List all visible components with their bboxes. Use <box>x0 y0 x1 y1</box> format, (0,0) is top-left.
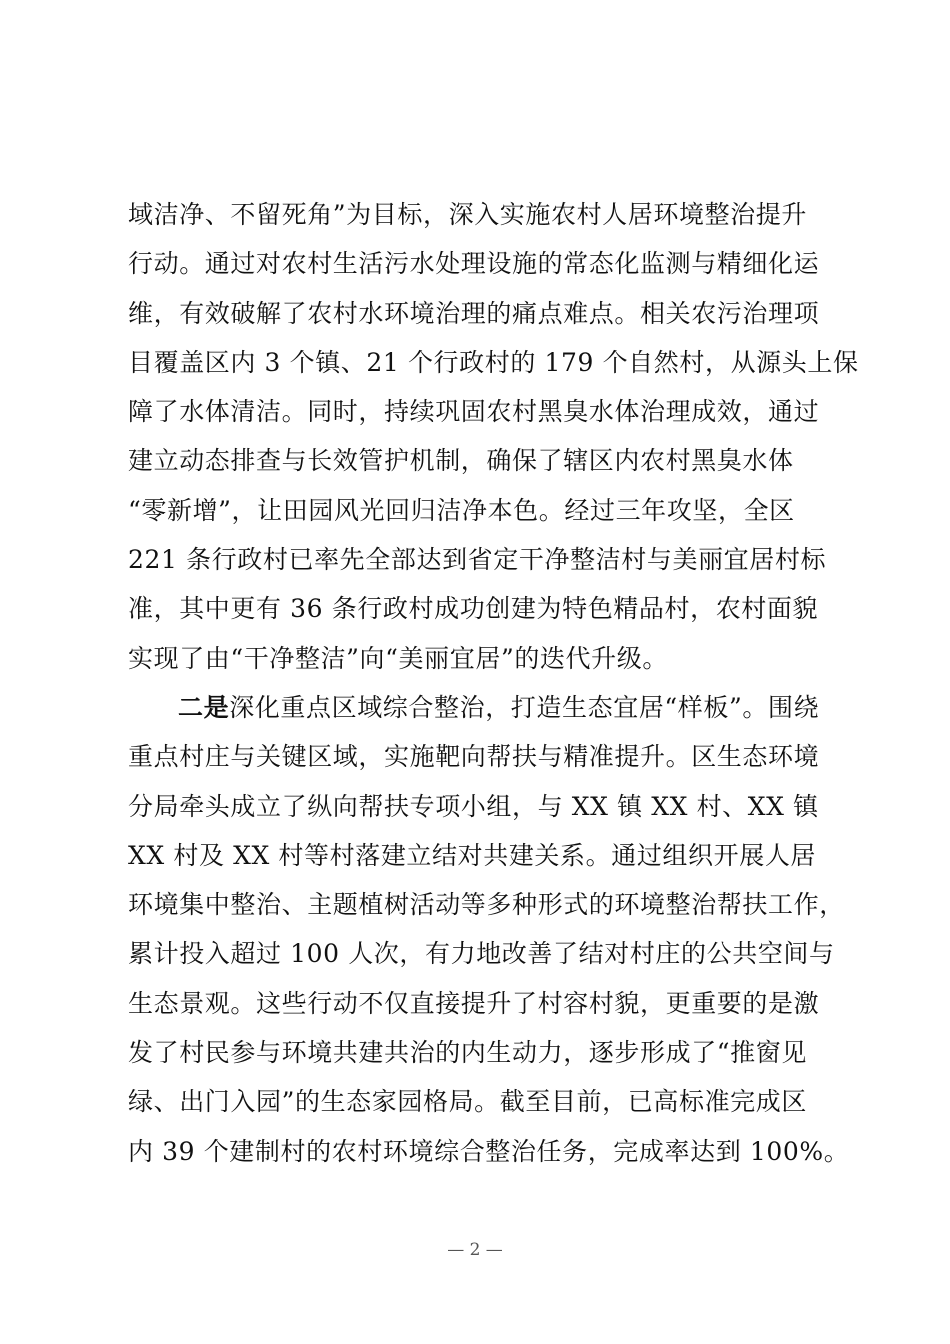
paragraph-lead-rest: 深化重点区域综合整治，打造生态宜居“样板”。围绕 <box>229 692 820 722</box>
text-line: “零新增”，让田园风光回归洁净本色。经过三年攻坚，全区 <box>128 495 795 525</box>
text-line: 发了村民参与环境共建共治的内生动力，逐步形成了“推窗见 <box>128 1038 807 1068</box>
paragraph-lead-bold: 二是 <box>178 692 230 722</box>
text-line: 障了水体清洁。同时，持续巩固农村黑臭水体治理成效，通过 <box>128 397 820 427</box>
text-line: 生态景观。这些行动不仅直接提升了村容村貌，更重要的是激 <box>128 988 820 1018</box>
text-line: 行动。通过对农村生活污水处理设施的常态化监测与精细化运 <box>128 249 820 279</box>
text-line: 分局牵头成立了纵向帮扶专项小组，与 XX 镇 XX 村、XX 镇 <box>128 791 819 821</box>
text-line: 维，有效破解了农村水环境治理的痛点难点。相关农污治理项 <box>128 298 820 328</box>
text-line: 重点村庄与关键区域，实施靶向帮扶与精准提升。区生态环境 <box>128 742 820 772</box>
text-line: 目覆盖区内 3 个镇、21 个行政村的 179 个自然村，从源头上保 <box>128 347 859 377</box>
text-line: 域洁净、不留死角”为目标，深入实施农村人居环境整治提升 <box>128 200 807 229</box>
text-line: 内 39 个建制村的农村环境综合整治任务，完成率达到 100%。 <box>128 1136 850 1166</box>
text-line: 实现了由“干净整洁”向“美丽宜居”的迭代升级。 <box>128 643 668 673</box>
text-line: 累计投入超过 100 人次，有力地改善了结对村庄的公共空间与 <box>128 939 835 969</box>
text-line: 221 条行政村已率先全部达到省定干净整洁村与美丽宜居村标 <box>128 545 827 575</box>
text-line: 绿、出门入园”的生态家园格局。截至目前，已高标准完成区 <box>128 1087 807 1117</box>
text-line: 环境集中整治、主题植树活动等多种形式的环境整治帮扶工作， <box>128 890 845 920</box>
text-line: XX 村及 XX 村等村落建立结对共建关系。通过组织开展人居 <box>128 840 817 870</box>
text-line: 准，其中更有 36 条行政村成功创建为特色精品村，农村面貌 <box>128 594 819 624</box>
body-text <box>128 190 859 1176</box>
page-number: — 2 — <box>447 1240 503 1260</box>
text-line: 建立动态排查与长效管护机制，确保了辖区内农村黑臭水体 <box>128 446 794 476</box>
paragraph-lead-line <box>128 683 828 732</box>
